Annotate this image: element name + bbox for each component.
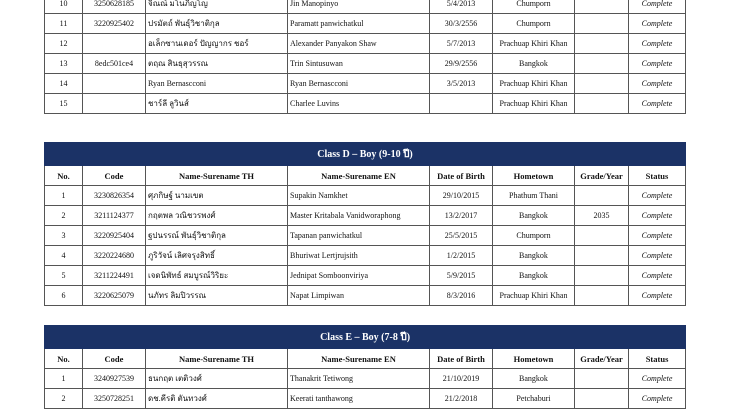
cell-name-th: อเล็กซานเดอร์ ปัญญากร ชอร์ <box>146 34 288 54</box>
cell-code: 3230826354 <box>83 186 146 206</box>
cell-name-en: Thanakrit Tetiwong <box>288 369 430 389</box>
cell-dob: 8/3/2016 <box>430 286 493 306</box>
header-no: No. <box>45 349 83 369</box>
class-e-title: Class E – Boy (7-8 ปี) <box>45 326 686 349</box>
cell-name-th: จิณณ์ มโนภิญโญ <box>146 0 288 14</box>
cell-hometown: Prachuap Khiri Khan <box>493 286 575 306</box>
header-code: Code <box>83 166 146 186</box>
header-code: Code <box>83 349 146 369</box>
header-grade: Grade/Year <box>575 349 629 369</box>
cell-hometown: Chumporn <box>493 14 575 34</box>
cell-name-en: Bhuriwat Lertjrujsith <box>288 246 430 266</box>
header-grade: Grade/Year <box>575 166 629 186</box>
header-hometown: Hometown <box>493 166 575 186</box>
cell-no: 12 <box>45 34 83 54</box>
cell-dob: 21/2/2018 <box>430 389 493 409</box>
table-row <box>45 389 686 409</box>
class-d-title: Class D – Boy (9-10 ปี) <box>45 143 686 166</box>
cell-name-th: เจดนิพัทธ์ สมบูรณ์วิริยะ <box>146 266 288 286</box>
cell-dob: 1/2/2015 <box>430 246 493 266</box>
cell-grade <box>575 246 629 266</box>
cell-grade <box>575 266 629 286</box>
cell-hometown: Bangkok <box>493 369 575 389</box>
header-name-en: Name-Surename EN <box>288 349 430 369</box>
class-d-table-body <box>45 186 686 306</box>
cell-dob: 5/4/2013 <box>430 0 493 14</box>
cell-name-th: ศุภกิษฐ์ นามเขต <box>146 186 288 206</box>
cell-no: 3 <box>45 226 83 246</box>
class-d-table <box>44 142 686 306</box>
table-row <box>45 34 686 54</box>
cell-status: Complete <box>629 34 686 54</box>
cell-code <box>83 94 146 114</box>
cell-grade <box>575 14 629 34</box>
cell-status: Complete <box>629 54 686 74</box>
cell-status: Complete <box>629 246 686 266</box>
cell-grade <box>575 286 629 306</box>
cell-name-th: ธนกฤต เตติวงศ์ <box>146 369 288 389</box>
cell-code: 3220224680 <box>83 246 146 266</box>
cell-hometown: Bangkok <box>493 54 575 74</box>
cell-no: 1 <box>45 369 83 389</box>
cell-code <box>83 34 146 54</box>
cell-no: 4 <box>45 246 83 266</box>
cell-hometown: Petchaburi <box>493 389 575 409</box>
cell-no: 2 <box>45 206 83 226</box>
table-row <box>45 369 686 389</box>
cell-grade <box>575 0 629 14</box>
class-e-table-body <box>45 369 686 409</box>
table-row <box>45 246 686 266</box>
cell-grade <box>575 226 629 246</box>
cell-grade <box>575 74 629 94</box>
cell-name-th: ตฤณ สินธุสุวรรณ <box>146 54 288 74</box>
table-row <box>45 286 686 306</box>
cell-grade <box>575 186 629 206</box>
cell-name-en: Alexander Panyakon Shaw <box>288 34 430 54</box>
cell-no: 11 <box>45 14 83 34</box>
header-name-th: Name-Surename TH <box>146 166 288 186</box>
cell-grade <box>575 34 629 54</box>
cell-no: 2 <box>45 389 83 409</box>
table-row <box>45 186 686 206</box>
cell-dob: 30/3/2556 <box>430 14 493 34</box>
cell-name-th: ฐปนรรณ์ พันธุ์วิชาติกุล <box>146 226 288 246</box>
cell-name-th: Ryan Bernascconi <box>146 74 288 94</box>
cell-dob: 25/5/2015 <box>430 226 493 246</box>
table-row <box>45 266 686 286</box>
cell-no: 6 <box>45 286 83 306</box>
cell-name-en: Trin Sintusuwan <box>288 54 430 74</box>
class-c-continued-table <box>44 0 686 114</box>
cell-dob: 5/7/2013 <box>430 34 493 54</box>
cell-dob <box>430 94 493 114</box>
cell-name-en: Charlee Luvins <box>288 94 430 114</box>
cell-hometown: Prachuap Khiri Khan <box>493 94 575 114</box>
header-dob: Date of Birth <box>430 166 493 186</box>
cell-grade <box>575 54 629 74</box>
table-row <box>45 94 686 114</box>
cell-name-en: Supakin Namkhet <box>288 186 430 206</box>
cell-hometown: Bangkok <box>493 206 575 226</box>
header-hometown: Hometown <box>493 349 575 369</box>
cell-no: 1 <box>45 186 83 206</box>
cell-no: 15 <box>45 94 83 114</box>
cell-code: 3211124377 <box>83 206 146 226</box>
cell-status: Complete <box>629 14 686 34</box>
cell-status: Complete <box>629 286 686 306</box>
cell-hometown: Prachuap Khiri Khan <box>493 34 575 54</box>
cell-status: Complete <box>629 206 686 226</box>
cell-hometown: Bangkok <box>493 266 575 286</box>
cell-name-en: Paramatt panwichatkul <box>288 14 430 34</box>
cell-dob: 13/2/2017 <box>430 206 493 226</box>
cell-name-th: ปรมัตถ์ พันธุ์วิชาติกุล <box>146 14 288 34</box>
cell-grade: 2035 <box>575 206 629 226</box>
cell-no: 14 <box>45 74 83 94</box>
header-no: No. <box>45 166 83 186</box>
cell-status: Complete <box>629 389 686 409</box>
header-name-en: Name-Surename EN <box>288 166 430 186</box>
header-status: Status <box>629 166 686 186</box>
cell-name-th: ภูริวัจน์ เลิศจรุงสิทธิ์ <box>146 246 288 266</box>
cell-status: Complete <box>629 266 686 286</box>
cell-status: Complete <box>629 94 686 114</box>
cell-code <box>83 74 146 94</box>
cell-name-en: Keerati tanthawong <box>288 389 430 409</box>
cell-hometown: Prachuap Khiri Khan <box>493 74 575 94</box>
cell-dob: 5/9/2015 <box>430 266 493 286</box>
cell-name-en: Master Kritabala Vanidworaphong <box>288 206 430 226</box>
cell-name-th: ดช.คีรติ ตันทวงศ์ <box>146 389 288 409</box>
header-dob: Date of Birth <box>430 349 493 369</box>
cell-status: Complete <box>629 74 686 94</box>
cell-name-en: Jednipat Somboonviriya <box>288 266 430 286</box>
cell-grade <box>575 369 629 389</box>
cell-status: Complete <box>629 186 686 206</box>
table-row <box>45 206 686 226</box>
cell-hometown: Chumporn <box>493 226 575 246</box>
cell-code: 3220925404 <box>83 226 146 246</box>
cell-code: 3240927539 <box>83 369 146 389</box>
table-row <box>45 14 686 34</box>
cell-name-th: กฤตพล วณิชวรพงศ์ <box>146 206 288 226</box>
cell-code: 3220625079 <box>83 286 146 306</box>
cell-dob: 29/9/2556 <box>430 54 493 74</box>
cell-dob: 21/10/2019 <box>430 369 493 389</box>
header-status: Status <box>629 349 686 369</box>
cell-status: Complete <box>629 226 686 246</box>
class-e-table <box>44 325 686 409</box>
cell-grade <box>575 389 629 409</box>
cell-grade <box>575 94 629 114</box>
cell-status: Complete <box>629 369 686 389</box>
table-row <box>45 54 686 74</box>
cell-name-th: ชาร์ลี ลูวินส์ <box>146 94 288 114</box>
table-row <box>45 0 686 14</box>
cell-no: 10 <box>45 0 83 14</box>
cell-dob: 29/10/2015 <box>430 186 493 206</box>
cell-no: 13 <box>45 54 83 74</box>
cell-name-en: Tapanan panwichatkul <box>288 226 430 246</box>
cell-status: Complete <box>629 0 686 14</box>
cell-code: 3211224491 <box>83 266 146 286</box>
cell-hometown: Phathum Thani <box>493 186 575 206</box>
table-row <box>45 74 686 94</box>
cell-name-en: Napat Limpiwan <box>288 286 430 306</box>
cell-hometown: Bangkok <box>493 246 575 266</box>
cell-hometown: Chumporn <box>493 0 575 14</box>
cell-code: 3250628185 <box>83 0 146 14</box>
cell-code: 8edc501ce4 <box>83 54 146 74</box>
table-row <box>45 226 686 246</box>
cell-name-th: นภัทร ลิมปิวรรณ <box>146 286 288 306</box>
cell-code: 3220925402 <box>83 14 146 34</box>
cell-name-en: Jin Manopinyo <box>288 0 430 14</box>
cell-no: 5 <box>45 266 83 286</box>
header-name-th: Name-Surename TH <box>146 349 288 369</box>
cell-name-en: Ryan Bernascconi <box>288 74 430 94</box>
cell-code: 3250728251 <box>83 389 146 409</box>
class-c-table-body <box>45 0 686 114</box>
cell-dob: 3/5/2013 <box>430 74 493 94</box>
